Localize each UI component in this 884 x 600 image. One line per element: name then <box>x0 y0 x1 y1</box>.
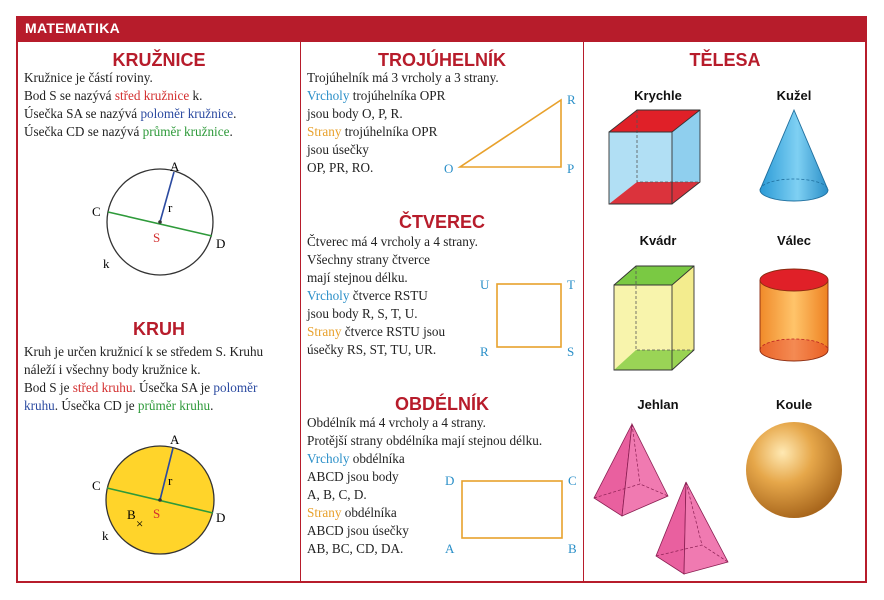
kuzel-label: Kužel <box>776 88 812 103</box>
kruh-label-r: r <box>168 473 173 488</box>
jehlan-label: Jehlan <box>637 397 679 412</box>
koule-label: Koule <box>775 397 813 412</box>
krychle-label: Krychle <box>634 88 682 103</box>
obdelnik-text: Obdélník má 4 vrcholy a 4 strany. Protější strany obdélníka mají stejnou délku. Vrcholy obdélníka ABCD jsou body A, B, C, D. Strany obdélníka ABCD jsou úsečky AB, BC, CD, DA. <box>307 415 543 556</box>
svg-text:×: × <box>136 516 144 531</box>
kruznice-label-c: C <box>92 204 101 219</box>
header-title: MATEMATIKA <box>25 20 121 36</box>
obdelnik-title: OBDÉLNÍK <box>395 394 489 414</box>
kruznice-label-s: S <box>153 230 161 245</box>
valec-label: Válec <box>777 233 811 248</box>
kruh-label-c: C <box>92 478 101 493</box>
sphere-shape <box>746 422 842 518</box>
obdelnik-label-a: A <box>445 541 455 556</box>
kruznice-text: Kružnice je částí roviny. Bod S se nazývá střed kružnice k. Úsečka SA se nazývá poloměr kružnice. Úsečka CD se nazývá průměr kružnice. <box>24 70 237 139</box>
pyramid-shape-1 <box>594 424 668 516</box>
kruh-label-d: D <box>216 510 226 525</box>
ctverec-label-s: S <box>567 344 575 359</box>
kruh-label-a: A <box>170 432 180 447</box>
kruh-label-b: B <box>127 507 136 522</box>
ctverec-label-u: U <box>480 277 490 292</box>
cuboid-shape <box>614 266 694 370</box>
trojuhelnik-label-p: P <box>567 161 575 176</box>
kruznice-label-k: k <box>103 256 110 271</box>
trojuhelnik-title: TROJÚHELNÍK <box>377 50 506 70</box>
kvadr-label: Kvádr <box>639 233 677 248</box>
trojuhelnik-label-r: R <box>567 92 576 107</box>
obdelnik-label-d: D <box>445 473 455 488</box>
cube-shape <box>609 110 700 204</box>
cone-shape <box>760 110 828 201</box>
kruh-title: KRUH <box>133 319 185 339</box>
kruh-text: Kruh je určen kružnicí k se středem S. Kruhu náleží i všechny body kružnice k. Bod S je střed kruhu. Úsečka SA je poloměr kruhu. Úsečka CD je průměr kruhu. <box>24 344 264 413</box>
kruznice-title: KRUŽNICE <box>112 50 206 70</box>
obdelnik-label-c: C <box>568 473 577 488</box>
ctverec-text: Čtverec má 4 vrcholy a 4 strany. Všechny strany čtverce mají stejnou délku. Vrcholy čtverce RSTU jsou body R, S, T, U. Strany čtverce RSTU jsou úsečky RS, ST, TU, UR. <box>307 234 478 357</box>
kruh-label-s: S <box>153 506 161 521</box>
trojuhelnik-label-o: O <box>444 161 454 176</box>
kruznice-label-a: A <box>170 159 180 174</box>
telesa-title: TĚLESA <box>689 50 761 70</box>
ctverec-label-r: R <box>480 344 489 359</box>
kruznice-label-r: r <box>168 200 173 215</box>
ctverec-title: ČTVEREC <box>398 212 485 232</box>
cylinder-shape <box>760 269 828 361</box>
trojuhelnik-text: Trojúhelník má 3 vrcholy a 3 strany. Vrcholy trojúhelníka OPR jsou body O, P, R. Strany trojúhelníka OPR jsou úsečky OP, PR, RO. <box>307 70 499 175</box>
kruh-label-k: k <box>102 528 109 543</box>
ctverec-label-t: T <box>567 277 575 292</box>
obdelnik-label-b: B <box>568 541 577 556</box>
kruznice-label-d: D <box>216 236 226 251</box>
